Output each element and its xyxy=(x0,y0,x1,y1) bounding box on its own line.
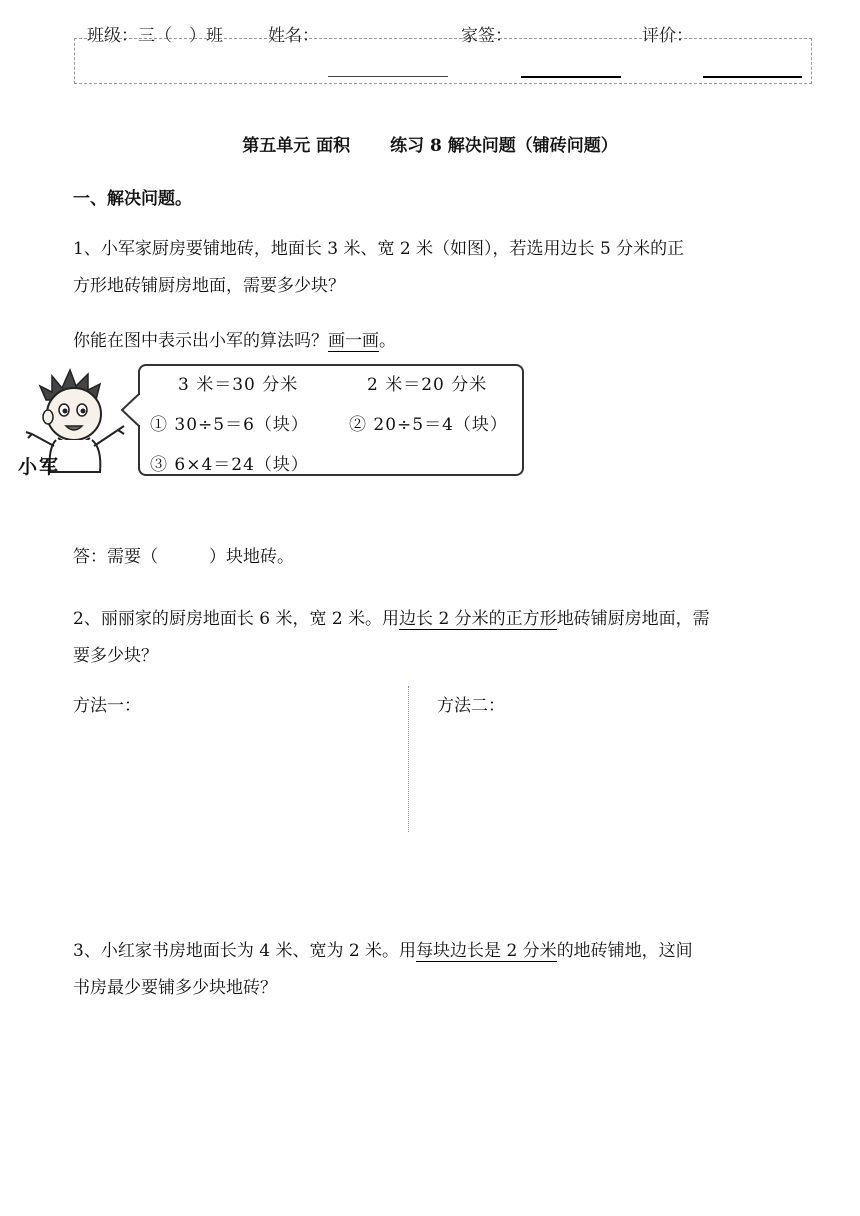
class-label: 班级：三（ ）班 xyxy=(87,26,223,46)
q2-line1 xyxy=(73,601,710,638)
method-two-label: 方法二： xyxy=(437,696,505,716)
speech-bubble-tail xyxy=(120,392,142,428)
name-label: 姓名： xyxy=(268,26,319,46)
q1-prompt-text: 你能在图中表示出小军的算法吗？ xyxy=(73,331,328,351)
q2-line2: 要多少块？ xyxy=(73,646,158,666)
unit-title: 第五单元 面积 xyxy=(242,136,351,156)
conversion-width: 2 米＝20 分米 xyxy=(367,375,488,395)
q1-prompt xyxy=(73,323,396,360)
q1-line2: 方形地砖铺厨房地面，需要多少块？ xyxy=(73,276,345,296)
character-name: 小军 xyxy=(18,456,61,478)
parent-sign-blank[interactable] xyxy=(521,76,621,78)
evaluation-label: 评价： xyxy=(642,26,693,46)
name-blank[interactable] xyxy=(328,76,448,77)
q3-line1-pre: 3、小红家书房地面长为 4 米、宽为 2 米。用 xyxy=(73,941,417,961)
draw-link: 画一画 xyxy=(328,331,379,351)
exercise-title: 练习 8 解决问题（铺砖问题） xyxy=(390,136,618,156)
parent-sign-label: 家签： xyxy=(461,26,512,46)
q2-line1-post: 地砖铺厨房地面，需 xyxy=(556,609,710,629)
q3-line1-post: 的地砖铺地，这间 xyxy=(556,941,693,961)
section-heading: 一、解决问题。 xyxy=(73,189,192,209)
q1-answer: 答：需要（ ）块地砖。 xyxy=(73,547,294,567)
q2-underlined-tile-size: 边长 2 分米的正方形 xyxy=(399,609,557,629)
method-divider xyxy=(408,686,409,832)
conversion-length: 3 米＝30 分米 xyxy=(178,375,299,395)
calc-step-2: ② 20÷5＝4（块） xyxy=(349,415,508,435)
q1-prompt-end: 。 xyxy=(379,331,396,351)
page-title xyxy=(0,131,860,156)
calc-step-3: ③ 6×4＝24（块） xyxy=(150,455,309,475)
q2-line1-pre: 2、丽丽家的厨房地面长 6 米，宽 2 米。用 xyxy=(73,609,400,629)
method-one-label: 方法一： xyxy=(73,696,141,716)
q3-underlined-tile-size: 每块边长是 2 分米 xyxy=(416,941,557,961)
q3-line2: 书房最少要铺多少块地砖？ xyxy=(73,978,277,998)
q3-line1 xyxy=(73,933,693,970)
evaluation-blank[interactable] xyxy=(703,76,802,78)
calc-step-1: ① 30÷5＝6（块） xyxy=(150,415,309,435)
q1-line1: 1、小军家厨房要铺地砖，地面长 3 米、宽 2 米（如图），若选用边长 5 分米的正 xyxy=(73,239,685,259)
